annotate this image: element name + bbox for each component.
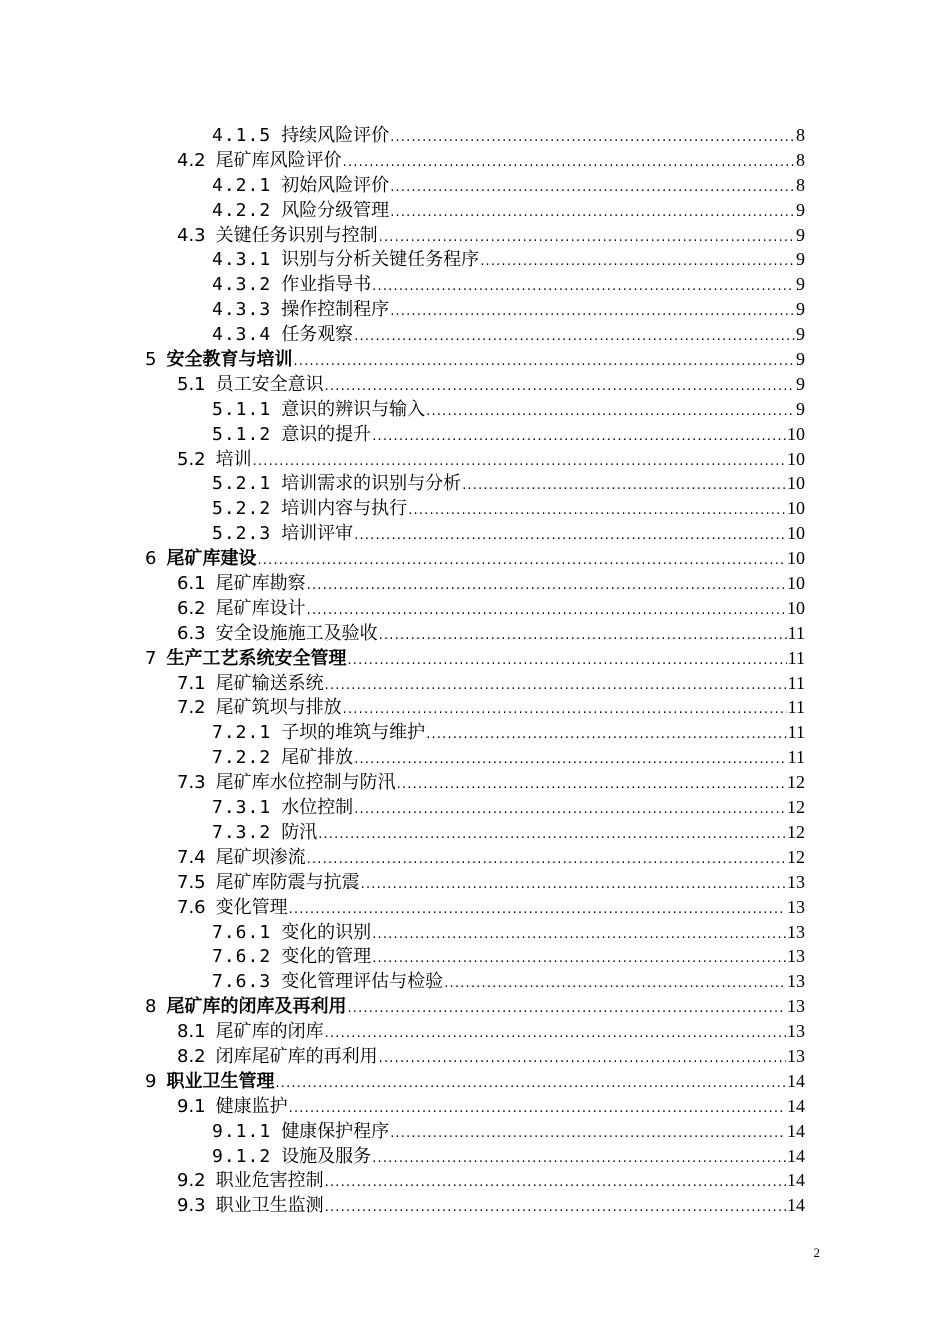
toc-entry-page: 14 (787, 1095, 805, 1116)
toc-entry[interactable] (0, 223, 805, 248)
toc-entry-page: 11 (787, 622, 805, 643)
toc-entry-number: 4.3 (177, 224, 206, 246)
toc-entry[interactable] (0, 870, 805, 895)
toc-entry-number: 7.2.2 (212, 747, 272, 769)
toc-entry-number: 4.3.2 (212, 274, 272, 296)
toc-entry-title: 尾矿筑坝与排放 (215, 697, 342, 719)
toc-entry-number: 5.2.3 (212, 523, 272, 545)
toc-entry-title: 安全教育与培训 (166, 349, 293, 371)
toc-entry-number: 8.1 (177, 1021, 206, 1043)
toc-entry-title: 变化管理 (215, 896, 288, 918)
toc-entry[interactable] (0, 1168, 805, 1193)
toc-entry[interactable] (0, 471, 805, 496)
toc-entry[interactable] (0, 496, 805, 521)
toc-entry[interactable] (0, 372, 805, 397)
toc-entry-number: 7.3.1 (212, 797, 272, 819)
toc-entry-page: 10 (787, 448, 805, 469)
toc-entry[interactable] (0, 795, 805, 820)
toc-entry-page: 14 (787, 1170, 805, 1191)
toc-entry-title: 尾矿排放 (281, 747, 354, 769)
toc-entry-page: 13 (787, 1045, 805, 1066)
toc-entry-number: 5.2.1 (212, 473, 272, 495)
toc-entry-page: 13 (787, 1021, 805, 1042)
toc-entry-title: 安全设施施工及验收 (215, 622, 378, 644)
toc-entry-title: 培训内容与执行 (281, 498, 408, 520)
toc-entry-title: 职业卫生监测 (215, 1195, 324, 1217)
toc-entry-page: 13 (787, 871, 805, 892)
toc-entry-title: 操作控制程序 (281, 299, 390, 321)
toc-entry-number: 7.1 (177, 672, 206, 694)
toc-entry-number: 9.1 (177, 1095, 206, 1117)
toc-entry-number: 7 (145, 647, 157, 669)
toc-entry-page: 8 (796, 125, 805, 145)
toc-entry[interactable] (0, 671, 805, 696)
toc-entry-title: 健康监护 (215, 1095, 288, 1117)
toc-entry-title: 健康保护程序 (281, 1120, 390, 1142)
toc-entry[interactable] (0, 845, 805, 870)
toc-entry-page: 9 (796, 274, 805, 295)
toc-entry-number: 7.3.2 (212, 821, 272, 843)
toc-entry-page: 14 (787, 1070, 805, 1091)
toc-entry-title: 尾矿库防震与抗震 (215, 871, 360, 893)
toc-entry-title: 作业指导书 (281, 274, 372, 296)
toc-entry[interactable] (0, 621, 805, 646)
toc-entry-page: 12 (787, 772, 805, 793)
toc-entry-page: 8 (796, 149, 805, 170)
toc-entry-title: 生产工艺系统安全管理 (166, 647, 347, 669)
toc-entry-page: 9 (796, 373, 805, 394)
toc-entry-title: 尾矿库风险评价 (215, 149, 342, 171)
page-number: 2 (813, 1245, 820, 1260)
toc-entry-title: 员工安全意识 (215, 373, 324, 395)
toc-entry-page: 10 (787, 423, 805, 444)
toc-entry[interactable] (0, 895, 805, 920)
toc-entry-title: 尾矿库的闭库 (215, 1021, 324, 1043)
toc-entry-number: 9.1.2 (212, 1145, 272, 1167)
toc-entry-title: 初始风险评价 (281, 174, 390, 196)
toc-entry-title: 尾矿坝渗流 (215, 846, 306, 868)
toc-entry-title: 意识的辨识与输入 (281, 398, 426, 420)
toc-entry-title: 尾矿库的闭库及再利用 (166, 996, 347, 1018)
toc-entry-title: 培训 (215, 448, 252, 470)
toc-entry[interactable] (0, 596, 805, 621)
toc-entry-title: 尾矿库建设 (166, 548, 257, 570)
toc-entry[interactable] (0, 1193, 805, 1218)
toc-entry[interactable] (0, 322, 805, 347)
toc-entry-page: 10 (787, 498, 805, 519)
toc-entry[interactable] (0, 546, 805, 571)
toc-entry[interactable] (0, 720, 805, 745)
toc-entry[interactable] (0, 521, 805, 546)
toc-entry-number: 5.2 (177, 448, 206, 470)
toc-entry[interactable] (0, 173, 805, 198)
toc-entry-title: 识别与分析关键任务程序 (281, 249, 480, 271)
toc-entry-title: 设施及服务 (281, 1145, 372, 1167)
table-of-contents (0, 123, 950, 1218)
toc-entry[interactable] (0, 1094, 805, 1119)
toc-entry[interactable] (0, 745, 805, 770)
toc-entry-number: 7.6.1 (212, 921, 272, 943)
toc-entry-title: 任务观察 (281, 324, 354, 346)
toc-entry-title: 尾矿库水位控制与防汛 (215, 772, 396, 794)
toc-entry-title: 防汛 (281, 821, 318, 843)
toc-entry[interactable] (0, 920, 805, 945)
toc-entry-number: 5.2.2 (212, 498, 272, 520)
toc-entry-number: 9.2 (177, 1170, 206, 1192)
toc-entry[interactable] (0, 422, 805, 447)
toc-entry-page: 14 (787, 1120, 805, 1141)
toc-entry-number: 4.1.5 (212, 125, 272, 146)
toc-entry-title: 培训需求的识别与分析 (281, 473, 462, 495)
toc-entry-page: 9 (796, 349, 805, 370)
toc-entry-page: 10 (787, 473, 805, 494)
toc-entry[interactable] (0, 1144, 805, 1169)
toc-entry[interactable] (0, 447, 805, 472)
toc-entry-number: 4.3.4 (212, 324, 272, 346)
toc-entry-title: 子坝的堆筑与维护 (281, 722, 426, 744)
toc-entry[interactable] (0, 297, 805, 322)
toc-entry-number: 6 (145, 548, 157, 570)
toc-entry[interactable] (0, 1044, 805, 1069)
toc-entry-number: 6.3 (177, 622, 206, 644)
toc-entry-number: 5.1.2 (212, 423, 272, 445)
toc-entry-page: 14 (787, 1145, 805, 1166)
toc-entry-number: 4.3.1 (212, 249, 272, 271)
toc-entry-number: 7.4 (177, 846, 206, 868)
toc-entry-number: 9.3 (177, 1195, 206, 1217)
toc-entry[interactable] (0, 820, 805, 845)
toc-entry[interactable] (0, 272, 805, 297)
toc-entry-title: 职业卫生管理 (166, 1070, 275, 1092)
toc-entry[interactable] (0, 944, 805, 969)
toc-entry-page: 9 (796, 224, 805, 245)
toc-entry[interactable] (0, 994, 805, 1019)
toc-entry-page: 14 (787, 1195, 805, 1216)
toc-entry[interactable] (0, 695, 805, 720)
toc-entry-page: 10 (787, 548, 805, 569)
toc-entry[interactable] (0, 347, 805, 372)
toc-entry-number: 5.1 (177, 373, 206, 395)
toc-entry[interactable] (0, 198, 805, 223)
toc-entry-page: 9 (796, 249, 805, 270)
toc-entry-page: 10 (787, 573, 805, 594)
toc-entry-number: 7.2.1 (212, 722, 272, 744)
toc-entry-title: 变化的识别 (281, 921, 372, 943)
toc-entry[interactable] (0, 1119, 805, 1144)
toc-entry[interactable] (0, 247, 805, 272)
toc-entry-number: 7.6 (177, 896, 206, 918)
toc-entry-number: 8.2 (177, 1045, 206, 1067)
toc-entry[interactable] (0, 1069, 805, 1094)
toc-entry[interactable] (0, 397, 805, 422)
toc-entry-title: 风险分级管理 (281, 199, 390, 221)
toc-entry-page: 13 (787, 921, 805, 942)
toc-entry[interactable] (0, 1019, 805, 1044)
toc-entry-title: 培训评审 (281, 523, 354, 545)
toc-entry-number: 9 (145, 1070, 157, 1092)
toc-entry[interactable] (0, 646, 805, 671)
toc-entry-title: 持续风险评价 (281, 125, 390, 146)
toc-entry-title: 关键任务识别与控制 (215, 224, 378, 246)
toc-entry-number: 4.2.1 (212, 174, 272, 196)
toc-entry[interactable] (0, 148, 805, 173)
toc-entry-page: 9 (796, 324, 805, 345)
toc-entry-number: 5 (145, 349, 157, 371)
toc-entry-number: 6.1 (177, 573, 206, 595)
toc-entry[interactable] (0, 571, 805, 596)
toc-entry-number: 7.5 (177, 871, 206, 893)
toc-entry-page: 10 (787, 597, 805, 618)
toc-entry-page: 13 (787, 996, 805, 1017)
toc-entry-title: 尾矿输送系统 (215, 672, 324, 694)
toc-entry-page: 11 (787, 722, 805, 743)
toc-entry-title: 尾矿库勘察 (215, 573, 306, 595)
toc-entry-title: 变化的管理 (281, 946, 372, 968)
toc-entry-page: 9 (796, 299, 805, 320)
toc-entry-number: 4.2 (177, 149, 206, 171)
toc-entry-page: 12 (787, 846, 805, 867)
toc-entry-number: 7.2 (177, 697, 206, 719)
toc-entry-page: 13 (787, 896, 805, 917)
toc-entry-page: 11 (787, 647, 805, 668)
toc-entry-page: 11 (787, 697, 805, 718)
toc-entry-number: 7.6.2 (212, 946, 272, 968)
toc-entry-number: 7.3 (177, 772, 206, 794)
toc-entry-title: 职业危害控制 (215, 1170, 324, 1192)
toc-entry-page: 13 (787, 971, 805, 992)
toc-entry[interactable] (0, 969, 805, 994)
toc-entry-page: 9 (796, 398, 805, 419)
toc-entry[interactable] (0, 123, 805, 148)
toc-entry-number: 4.2.2 (212, 199, 272, 221)
toc-entry-page: 11 (787, 747, 805, 768)
toc-entry[interactable] (0, 770, 805, 795)
toc-entry-page: 13 (787, 946, 805, 967)
toc-entry-page: 9 (796, 199, 805, 220)
toc-entry-title: 闭库尾矿库的再利用 (215, 1045, 378, 1067)
toc-entry-title: 水位控制 (281, 797, 354, 819)
toc-entry-page: 10 (787, 523, 805, 544)
toc-entry-title: 意识的提升 (281, 423, 372, 445)
toc-entry-page: 8 (796, 174, 805, 195)
toc-entry-number: 7.6.3 (212, 971, 272, 993)
dot-leader (325, 1196, 786, 1221)
toc-entry-number: 4.3.3 (212, 299, 272, 321)
toc-entry-number: 9.1.1 (212, 1120, 272, 1142)
toc-entry-page: 12 (787, 821, 805, 842)
toc-entry-number: 8 (145, 996, 157, 1018)
toc-entry-page: 11 (787, 672, 805, 693)
toc-entry-title: 变化管理评估与检验 (281, 971, 444, 993)
toc-entry-title: 尾矿库设计 (215, 597, 306, 619)
toc-entry-number: 5.1.1 (212, 398, 272, 420)
toc-entry-page: 12 (787, 797, 805, 818)
toc-entry-number: 6.2 (177, 597, 206, 619)
